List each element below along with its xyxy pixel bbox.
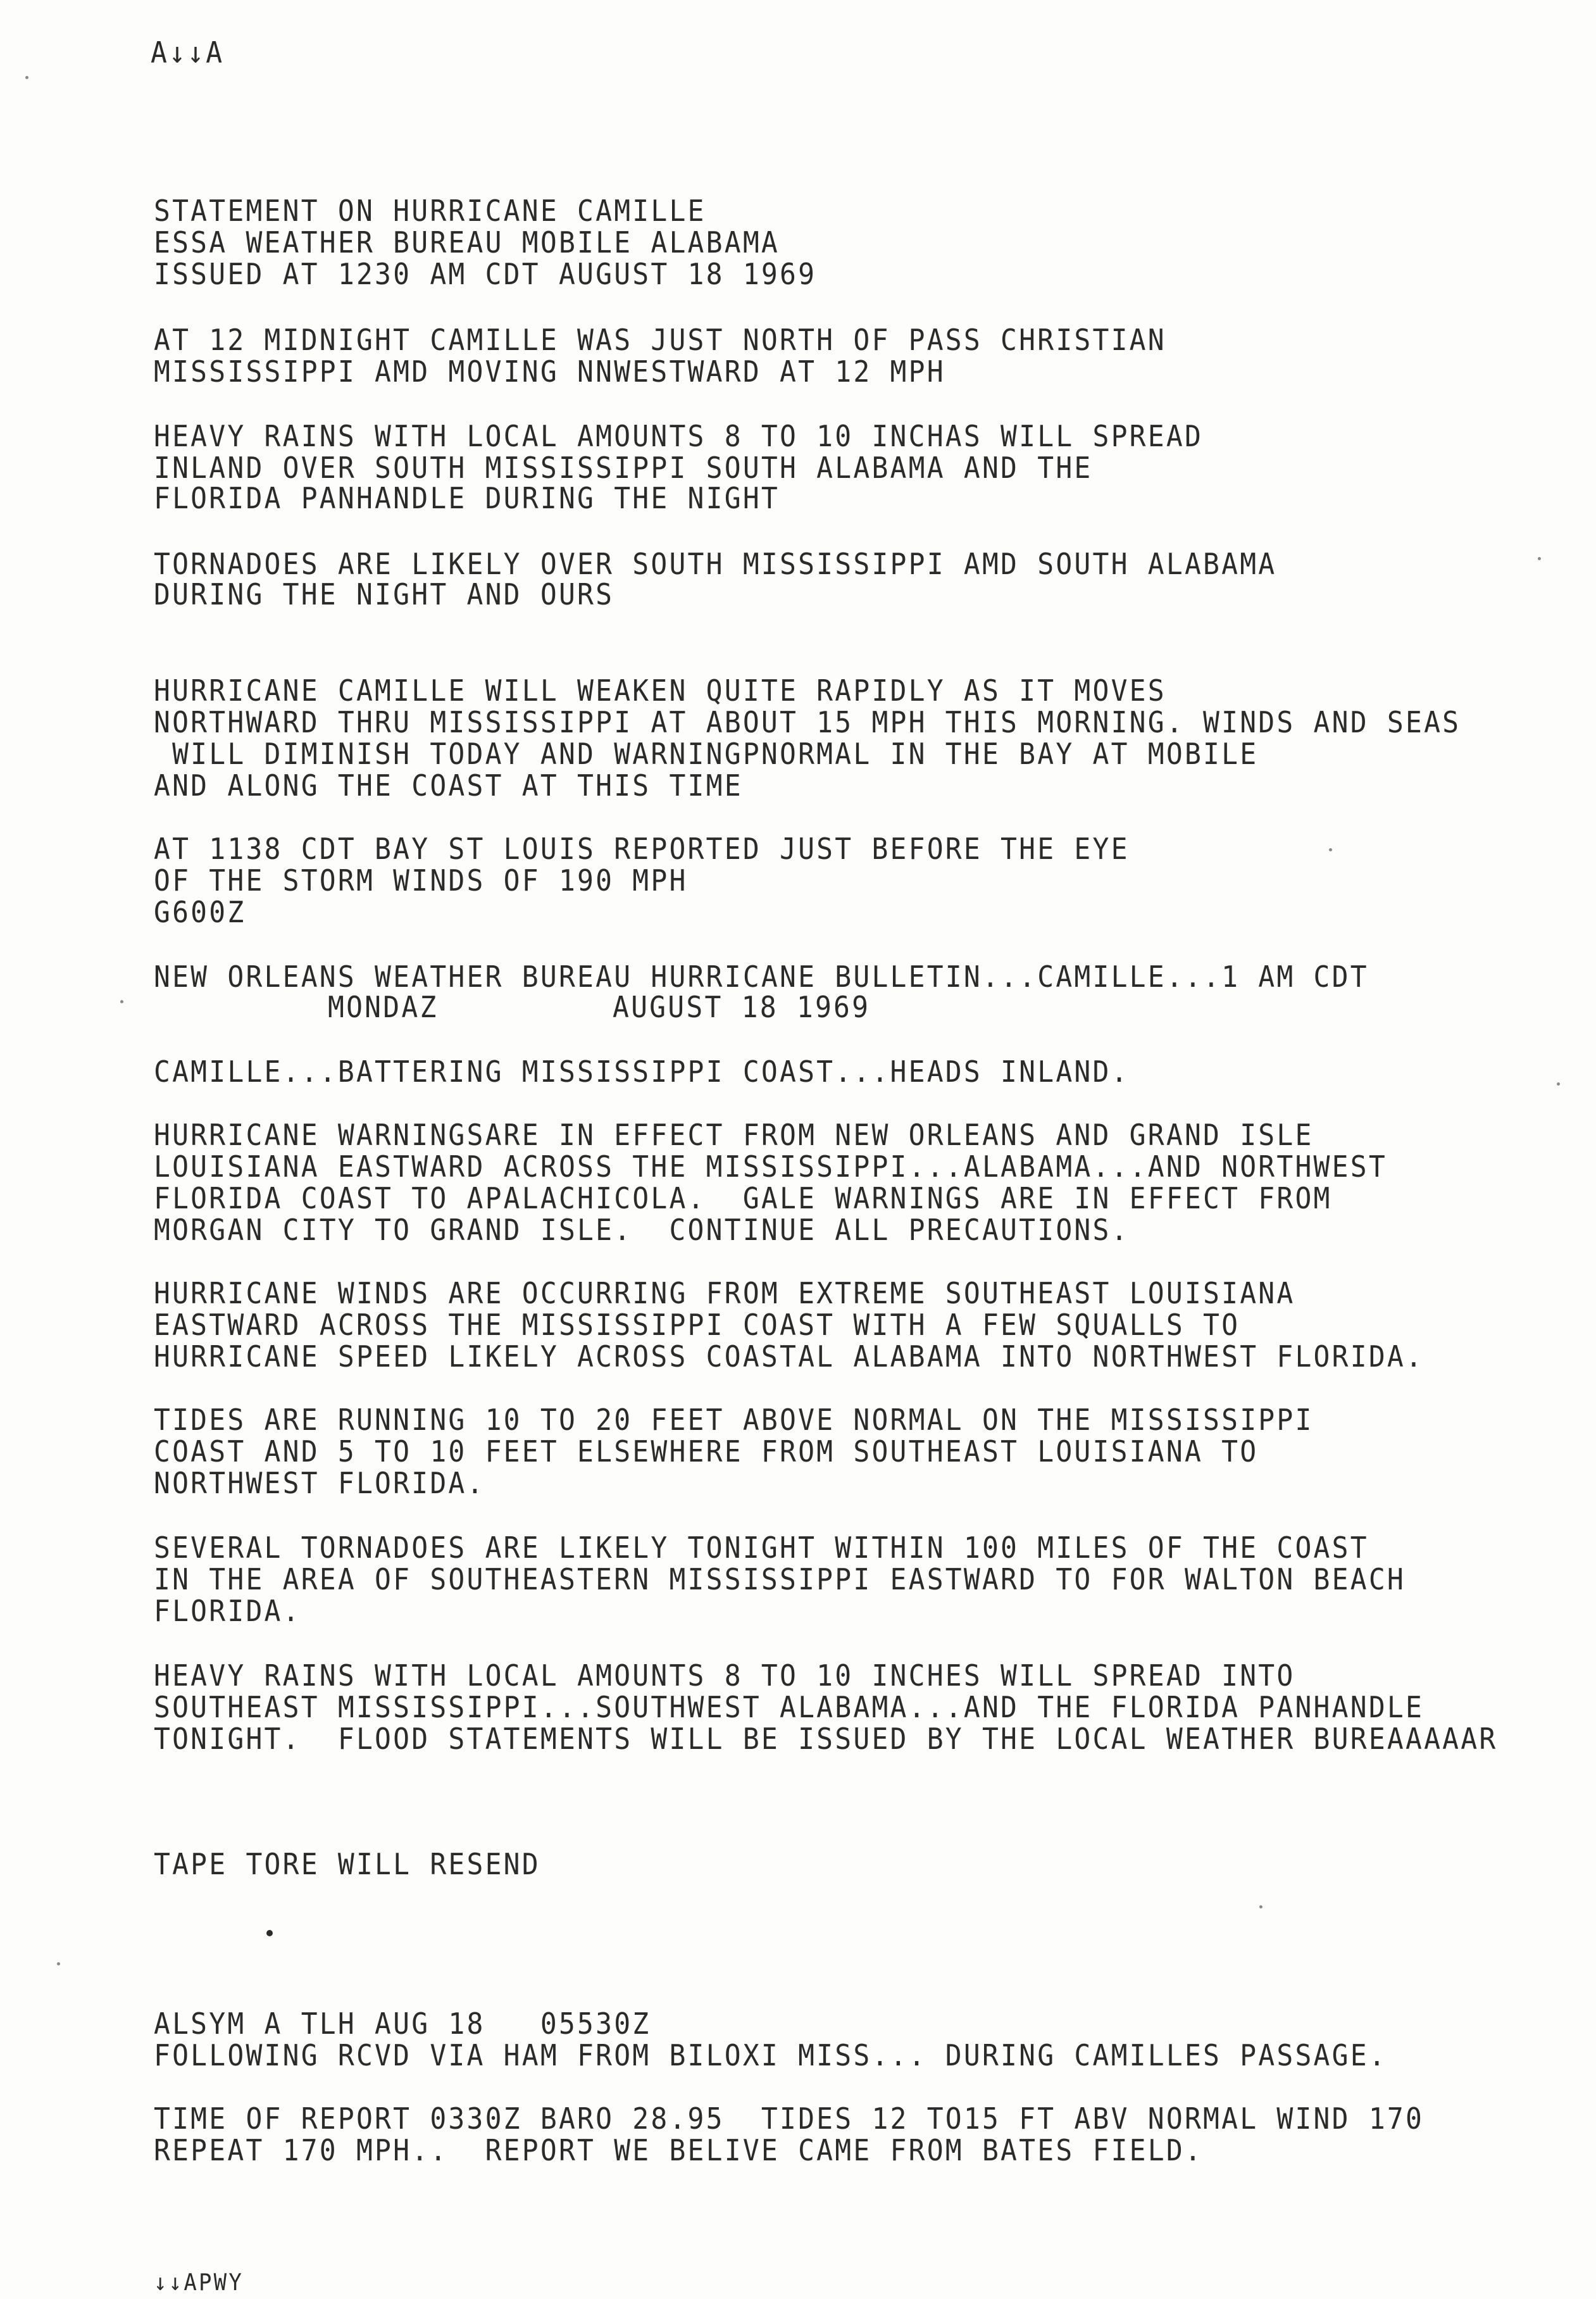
paragraph-line: SEVERAL TORNADOES ARE LIKELY TONIGHT WITHIN 100 MILES OF THE COAST — [154, 1531, 1369, 1565]
paragraph-line: HURRICANE WINDS ARE OCCURRING FROM EXTREME SOUTHEAST LOUISIANA — [154, 1276, 1295, 1311]
paragraph-line: INLAND OVER SOUTH MISSISSIPPI SOUTH ALABAMA AND THE — [154, 451, 1093, 485]
paragraph-line: NORTHWEST FLORIDA. — [154, 1466, 485, 1501]
paragraph-line: FLORIDA. — [154, 1594, 301, 1629]
paragraph-line: HURRICANE CAMILLE WILL WEAKEN QUITE RAPIDLY AS IT MOVES — [154, 673, 1166, 708]
time-group: G600Z — [154, 895, 246, 930]
paragraph-line: COAST AND 5 TO 10 FEET ELSEWHERE FROM SOUTHEAST LOUISIANA TO — [154, 1434, 1259, 1469]
paragraph-line: WILL DIMINISH TODAY AND WARNINGPNORMAL IN THE BAY AT MOBILE — [154, 737, 1259, 772]
paragraph-line: FLORIDA COAST TO APALACHICOLA. GALE WARNINGS ARE IN EFFECT FROM — [154, 1181, 1332, 1216]
paragraph-line: TONIGHT. FLOOD STATEMENTS WILL BE ISSUED BY THE LOCAL WEATHER BUREAAAAAR — [154, 1722, 1498, 1757]
paragraph-line: AT 1138 CDT BAY ST LOUIS REPORTED JUST BEFORE THE EYE — [154, 832, 1130, 867]
paragraph-line: DURING THE NIGHT AND OURS — [154, 577, 614, 612]
paragraph-line: LOUISIANA EASTWARD ACROSS THE MISSISSIPPI...ALABAMA...AND NORTHWEST — [154, 1150, 1387, 1184]
paper-speck — [120, 1000, 123, 1003]
paragraph-line: AT 12 MIDNIGHT CAMILLE WAS JUST NORTH OF PASS CHRISTIAN — [154, 323, 1166, 358]
relay-line: FOLLOWING RCVD VIA HAM FROM BILOXI MISS... DURING CAMILLES PASSAGE. — [154, 2038, 1387, 2073]
tape-note: TAPE TORE WILL RESEND — [154, 1847, 540, 1882]
paper-speck — [1557, 1082, 1560, 1086]
bulletin-title: NEW ORLEANS WEATHER BUREAU HURRICANE BULLETIN...CAMILLE...1 AM CDT — [154, 960, 1369, 994]
report-line: REPEAT 170 MPH.. REPORT WE BELIVE CAME FROM BATES FIELD. — [154, 2133, 1204, 2168]
paragraph-line: FLORIDA PANHANDLE DURING THE NIGHT — [154, 481, 780, 516]
paragraph-line: OF THE STORM WINDS OF 190 MPH — [154, 863, 688, 898]
bulletin-day: MONDAZ — [328, 990, 439, 1025]
paper-speck — [1538, 557, 1541, 560]
relay-header: ALSYM A TLH AUG 18 05530Z — [154, 2007, 651, 2041]
header-mark: A↓↓A — [151, 35, 225, 70]
paragraph-line: HURRICANE SPEED LIKELY ACROSS COASTAL ALABAMA INTO NORTHWEST FLORIDA. — [154, 1339, 1425, 1374]
paragraph-line: NORTHWARD THRU MISSISSIPPI AT ABOUT 15 MPH THIS MORNING. WINDS AND SEAS — [154, 705, 1461, 740]
paragraph-line: HEAVY RAINS WITH LOCAL AMOUNTS 8 TO 10 INCHAS WILL SPREAD — [154, 419, 1204, 454]
paragraph-line: MORGAN CITY TO GRAND ISLE. CONTINUE ALL PRECAUTIONS. — [154, 1213, 1130, 1248]
paper-speck — [25, 76, 28, 79]
report-line: TIME OF REPORT 0330Z BARO 28.95 TIDES 12 TO15 FT ABV NORMAL WIND 170 — [154, 2102, 1425, 2136]
paragraph-line: TIDES ARE RUNNING 10 TO 20 FEET ABOVE NORMAL ON THE MISSISSIPPI — [154, 1403, 1314, 1438]
paragraph-line: AND ALONG THE COAST AT THIS TIME — [154, 768, 743, 803]
paper-speck — [57, 1962, 60, 1965]
paragraph-line: EASTWARD ACROSS THE MISSISSIPPI COAST WITH A FEW SQUALLS TO — [154, 1308, 1240, 1343]
paper-speck — [1259, 1905, 1262, 1908]
statement-issuer: ESSA WEATHER BUREAU MOBILE ALABAMA — [154, 225, 780, 260]
paragraph-line: MISSISSIPPI AMD MOVING NNWESTWARD AT 12 MPH — [154, 354, 945, 389]
statement-title: STATEMENT ON HURRICANE CAMILLE — [154, 194, 706, 229]
paragraph-line: HURRICANE WARNINGSARE IN EFFECT FROM NEW ORLEANS AND GRAND ISLE — [154, 1118, 1314, 1153]
footer-mark: ↓↓APWY — [154, 2269, 244, 2296]
bulletin-headline: CAMILLE...BATTERING MISSISSIPPI COAST...HEADS INLAND. — [154, 1055, 1130, 1089]
paragraph-line: IN THE AREA OF SOUTHEASTERN MISSISSIPPI EASTWARD TO FOR WALTON BEACH — [154, 1562, 1406, 1597]
bulletin-date: AUGUST 18 1969 — [613, 990, 871, 1025]
paragraph-line: SOUTHEAST MISSISSIPPI...SOUTHWEST ALABAMA...AND THE FLORIDA PANHANDLE — [154, 1690, 1425, 1725]
paragraph-line: HEAVY RAINS WITH LOCAL AMOUNTS 8 TO 10 INCHES WILL SPREAD INTO — [154, 1658, 1295, 1693]
paper-speck — [1329, 848, 1332, 851]
statement-issued-time: ISSUED AT 1230 AM CDT AUGUST 18 1969 — [154, 257, 817, 292]
ink-dot — [266, 1930, 273, 1936]
paragraph-line: TORNADOES ARE LIKELY OVER SOUTH MISSISSIPPI AMD SOUTH ALABAMA — [154, 547, 1277, 582]
